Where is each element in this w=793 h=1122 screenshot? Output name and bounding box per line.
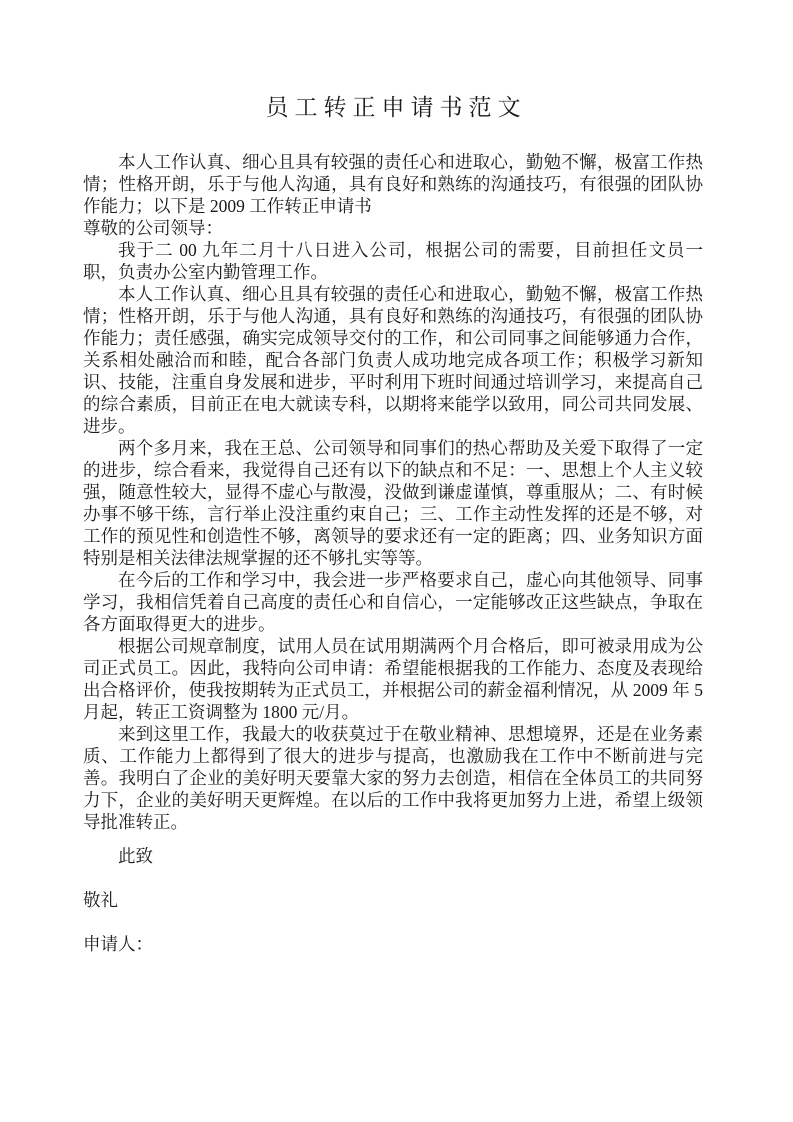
paragraph-gratitude: 来到这里工作，我最大的收获莫过于在敬业精神、思想境界，还是在业务素质、工作能力上都得到了很大的进步与提高，也激励我在工作中不断前进与完善。我明白了企业的美好明天要靠大家的努力去创造，相信在全体员工的共同努力下，企业的美好明天更辉煌。在以后的工作中我将更加努力上进，希望上级领导批准转正。 xyxy=(83,724,703,832)
paragraph-regularization-request: 根据公司规章制度，试用人员在试用期满两个月合格后，即可被录用成为公司正式员工。因此，我特向公司申请：希望能根据我的工作能力、态度及表现给出合格评价，使我按期转为正式员工，并根据公司的薪金福利情况，从 2009 年 5 月起，转正工资调整为 1800 元/月。 xyxy=(83,636,703,722)
document-title: 员工转正申请书范文 xyxy=(265,95,527,120)
paragraph-future-commitment: 在今后的工作和学习中，我会进一步严格要求自己，虚心向其他领导、同事学习，我相信凭着自己高度的责任心和自信心，一定能够改正这些缺点，争取在各方面取得更大的进步。 xyxy=(83,570,703,634)
paragraph-entry-date: 我于二 00 九年二月十八日进入公司，根据公司的需要，目前担任文员一职，负责办公室内勤管理工作。 xyxy=(83,240,703,282)
document-body xyxy=(83,151,703,955)
closing-jingli: 敬礼 xyxy=(83,890,118,910)
paragraph-shortcomings: 两个多月来，我在王总、公司领导和同事们的热心帮助及关爱下取得了一定的进步，综合看来，我觉得自己还有以下的缺点和不足：一、思想上个人主义较强，随意性较大，显得不虚心与散漫，没做到谦虚谨慎，尊重服从；二、有时候办事不够干练，言行举止没注重约束自己；三、工作主动性发挥的还是不够，对工作的预见性和创造性不够，离领导的要求还有一定的距离；四、业务知识方面特别是相关法律法规掌握的还不够扎实等等。 xyxy=(83,438,703,568)
paragraph-salutation: 尊敬的公司领导： xyxy=(83,218,223,238)
closing-applicant-label: 申请人： xyxy=(83,934,153,954)
paragraph-self-evaluation: 本人工作认真、细心且具有较强的责任心和进取心，勤勉不懈，极富工作热情；性格开朗，乐于与他人沟通，具有良好和熟练的沟通技巧，有很强的团队协作能力；责任感强，确实完成领导交付的工作，和公司同事之间能够通力合作，关系相处融洽而和睦，配合各部门负责人成功地完成各项工作；积极学习新知识、技能，注重自身发展和进步，平时利用下班时间通过培训学习，来提高自己的综合素质，目前正在电大就读专科，以期将来能学以致用，同公司共同发展、进步。 xyxy=(83,284,703,436)
paragraph-intro: 本人工作认真、细心且具有较强的责任心和进取心，勤勉不懈，极富工作热情；性格开朗，乐于与他人沟通，具有良好和熟练的沟通技巧，有很强的团队协作能力；以下是 2009 工作转正申请书 xyxy=(83,152,703,216)
closing-cizhi: 此致 xyxy=(118,846,153,866)
